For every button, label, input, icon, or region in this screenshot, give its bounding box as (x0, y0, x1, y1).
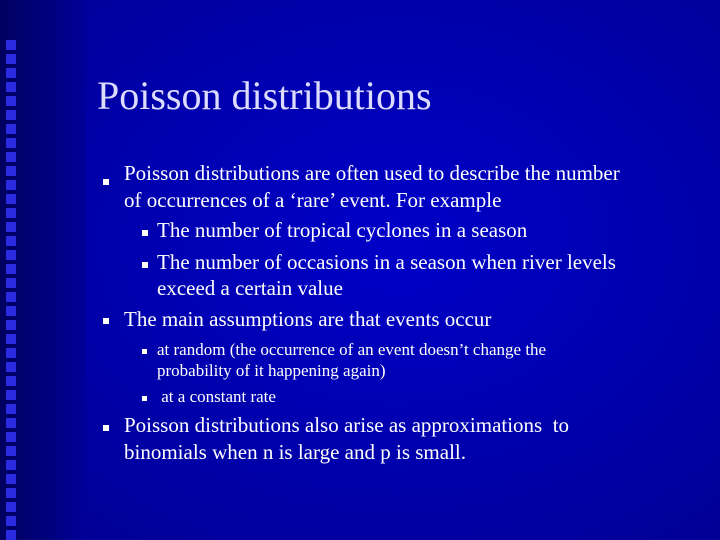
sub-bullet-2-1-line-1: at random (the occurrence of an event doesn’t change the (157, 340, 547, 359)
sub-bullet-1-2-line-1: The number of occasions in a season when river levels (157, 250, 616, 274)
sub-bullet-2-2-line-1: at a constant rate (157, 387, 276, 406)
bullet-2-line-1: The main assumptions are that events occur (124, 307, 492, 331)
sub-bullet-1-1-line-1: The number of tropical cyclones in a season (157, 218, 528, 242)
bullet-3-line-1: Poisson distributions also arise as approximations to (124, 413, 570, 437)
bullet-marker (103, 318, 109, 324)
bullet-1-line-2: of occurrences of a ‘rare’ event. For example (124, 188, 502, 212)
sub-bullet-2-1-line-2: probability of it happening again) (157, 361, 386, 380)
bullet-1-line-1: Poisson distributions are often used to describe the number (124, 161, 620, 185)
sub-bullet-marker (142, 262, 148, 268)
sub-bullet-1-2-line-2: exceed a certain value (157, 276, 343, 300)
sub-bullet-marker (142, 230, 148, 236)
slide-title: Poisson distributions (97, 73, 432, 118)
sub-bullet-marker (142, 396, 147, 401)
bullet-marker (103, 179, 109, 185)
bullet-marker (103, 425, 109, 431)
bullet-3-line-2: binomials when n is large and p is small. (124, 440, 466, 464)
sub-bullet-marker (142, 349, 147, 354)
